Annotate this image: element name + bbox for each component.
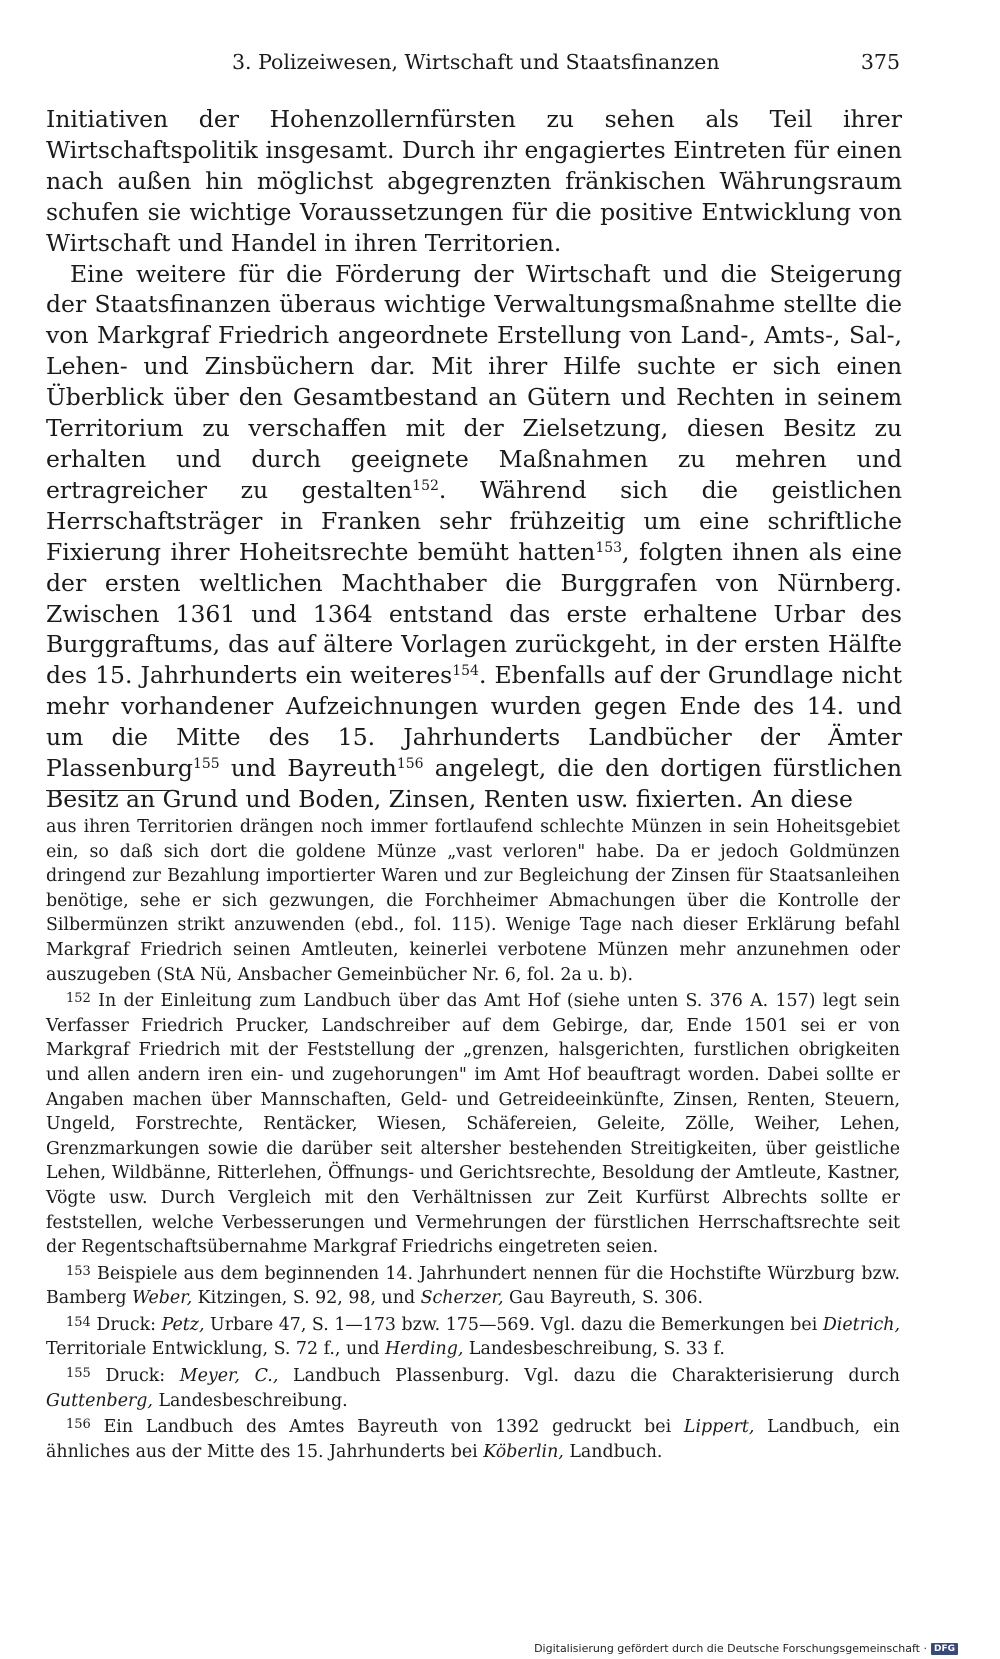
footnote-text: Ein Landbuch des Amtes Bayreuth von 1392 gedruckt bei	[90, 1417, 684, 1438]
author-name: Dietrich,	[822, 1314, 900, 1335]
footnote-text: Beispiele aus dem beginnenden 14. Jahrhundert nennen für die Hochstifte Würzburg bzw. Bamberg	[46, 1263, 900, 1309]
footnote-ref-156: 156	[396, 756, 424, 773]
footnote-text: Landesbeschreibung.	[152, 1390, 348, 1411]
footnote-155	[46, 1362, 900, 1413]
footnote-152	[46, 987, 900, 1260]
footnote-number: 153	[66, 1263, 91, 1279]
footnote-text: Kitzingen, S. 92, 98, und	[192, 1288, 421, 1309]
paragraph-1: Initiativen der Hohenzollernfürsten zu sehen als Teil ihrer Wirtschaftspolitik insgesamt. Durch ihr engagiertes Eintreten für einen nach außen hin möglichst abgegrenzten fränkischen Währungsraum schufen sie wichtige Voraussetzungen für die positive Entwicklung von Wirtschaft und Handel in ihren Territorien.	[46, 105, 902, 257]
footnote-continued: aus ihren Territorien drängen noch immer fortlaufend schlechte Münzen in sein Hoheitsgebiet ein, so daß sich dort die goldene Münze „vast verloren" habe. Da er jedoch Goldmünzen dringend zur Bezahlung importierter Waren und zur Begleichung der Zinsen für Staatsanleihen benötige, sehe er sich gezwungen, die Forchheimer Abmachungen über die Kontrolle der Silbermünzen strikt anzuwenden (ebd., fol. 115). Wenige Tage nach dieser Erklärung befahl Markgraf Friedrich seinen Amtleuten, keinerlei verbotene Münzen mehr anzunehmen oder auszugeben (StA Nü, Ansbacher Gemeinbücher Nr. 6, fol. 2a u. b).	[46, 817, 900, 985]
footnote-156	[46, 1413, 900, 1464]
footnote-number: 156	[66, 1417, 91, 1433]
footnote-153	[46, 1260, 900, 1311]
footnote-text: Landbuch, ein ähnliches aus der Mitte des 15. Jahrhunderts bei	[46, 1417, 900, 1462]
footnote-text: In der Einleitung zum Landbuch über das Amt Hof (siehe unten S. 376 A. 157) legt sein Verfasser Friedrich Prucker, Landschreiber auf dem Gebirge, dar, Ende 1501 sei er von Markgraf Friedrich mit der Feststellung der „grenzen, halsgerichten, furstlichen obrigkeiten und allen andern iren ein- und zugehorungen" im Amt Hof beauftragt worden. Dabei sollte er Angaben machen über Mannschaften, Geld- und Getreideeinkünfte, Zinsen, Renten, Steuern, Ungeld, Forstrechte, Rentäcker, Wiesen, Schäfereien, Geleite, Zölle, Weiher, Lehen, Grenzmarkungen sowie die darüber seit altersher bestehenden Streitigkeiten, über geistliche Lehen, Wildbänne, Ritterlehen, Öffnungs- und Gerichtsrechte, Besoldung der Amtleute, Kastner, Vögte usw. Durch Vergleich mit den Verhältnissen zur Zeit Kurfürst Albrechts sollte er feststellen, welche Verbesserungen und Vermehrungen der fürstlichen Herrschaftsrechte seit der Regentschaftsübernahme Markgraf Friedrichs eingetreten seien.	[46, 991, 900, 1258]
author-name: Meyer, C.,	[179, 1366, 279, 1387]
footnote-number: 154	[66, 1314, 91, 1330]
author-name: Guttenberg,	[46, 1390, 153, 1411]
text-run: Eine weitere für die Förderung der Wirtschaft und die Steigerung der Staatsfinanzen überaus wichtige Verwaltungsmaßnahme stellte die von Markgraf Friedrich angeordnete Erstellung von Land-, Amts-, Sal-, Lehen- und Zinsbüchern dar. Mit ihrer Hilfe suchte er sich einen Überblick über den Gesamtbestand an Gütern und Rechten in seinem Territorium zu verschaffen mit der Zielsetzung, diesen Besitz zu erhalten und durch geeignete Maßnahmen zu mehren und ertragreicher zu gestalten	[46, 259, 902, 504]
footnote-text: Urbare 47, S. 1—173 bzw. 175—569. Vgl. dazu die Bemerkungen bei	[204, 1314, 823, 1335]
footnote-separator	[46, 790, 176, 791]
footnote-number: 155	[66, 1366, 91, 1382]
digitization-credit	[534, 1642, 958, 1655]
text-run: . Ebenfalls auf der Grundlage nicht mehr vorhandener Aufzeichnungen wurden gegen Ende des 14. und um die Mitte des 15. Jahrhunderts Landbücher der Ämter Plassenburg	[46, 661, 902, 783]
footnote-ref-153: 153	[595, 539, 623, 556]
author-name: Weber,	[132, 1288, 193, 1309]
credit-text: Digitalisierung gefördert durch die Deutsche Forschungsgemeinschaft ·	[534, 1642, 927, 1655]
footnote-text: Landbuch.	[563, 1441, 663, 1462]
paragraph-2	[46, 259, 902, 815]
text-run: , folgten ihnen als eine der ersten weltlichen Machthaber die Burggrafen von Nürnberg. Zwischen 1361 und 1364 entstand das erste erhaltene Urbar des Burggraftums, das auf ältere Vorlagen zurückgeht, in der ersten Hälfte des 15. Jahrhunderts ein weiteres	[46, 537, 903, 690]
author-name: Petz,	[161, 1314, 205, 1335]
footnote-text: Landesbeschreibung, S. 33 f.	[463, 1339, 725, 1360]
page-number: 375	[860, 50, 900, 74]
running-header	[46, 45, 900, 79]
footnote-text: Gau Bayreuth, S. 306.	[503, 1288, 704, 1309]
footnote-number: 152	[66, 991, 91, 1007]
footnote-ref-152: 152	[412, 477, 439, 494]
author-name: Scherzer,	[420, 1288, 504, 1309]
footnote-ref-154: 154	[452, 663, 479, 680]
footnote-text: Druck:	[90, 1366, 180, 1387]
footnote-text: Landbuch Plassenburg. Vgl. dazu die Charakterisierung durch	[278, 1366, 900, 1387]
footnotes	[46, 815, 900, 1464]
footnote-154	[46, 1311, 900, 1362]
author-name: Herding,	[385, 1339, 464, 1360]
footnote-text: Druck:	[90, 1314, 162, 1335]
running-title: 3. Polizeiwesen, Wirtschaft und Staatsfinanzen	[232, 50, 720, 74]
footnote-text: Territoriale Entwicklung, S. 72 f., und	[46, 1339, 386, 1360]
dfg-logo-icon: DFG	[931, 1643, 958, 1655]
author-name: Köberlin,	[483, 1441, 564, 1462]
author-name: Lippert,	[683, 1417, 755, 1438]
text-run: und Bayreuth	[219, 754, 397, 783]
text-run: . Während sich die geistlichen Herrschaftsträger in Franken sehr frühzeitig um eine schriftliche Fixierung ihrer Hoheitsrechte bemüht hatten	[46, 475, 903, 566]
text-run: angelegt, die den dortigen fürstlichen Besitz an Grund und Boden, Zinsen, Renten usw. fixierten. An diese	[46, 754, 902, 813]
main-text	[46, 104, 902, 815]
footnote-ref-155: 155	[192, 756, 220, 773]
